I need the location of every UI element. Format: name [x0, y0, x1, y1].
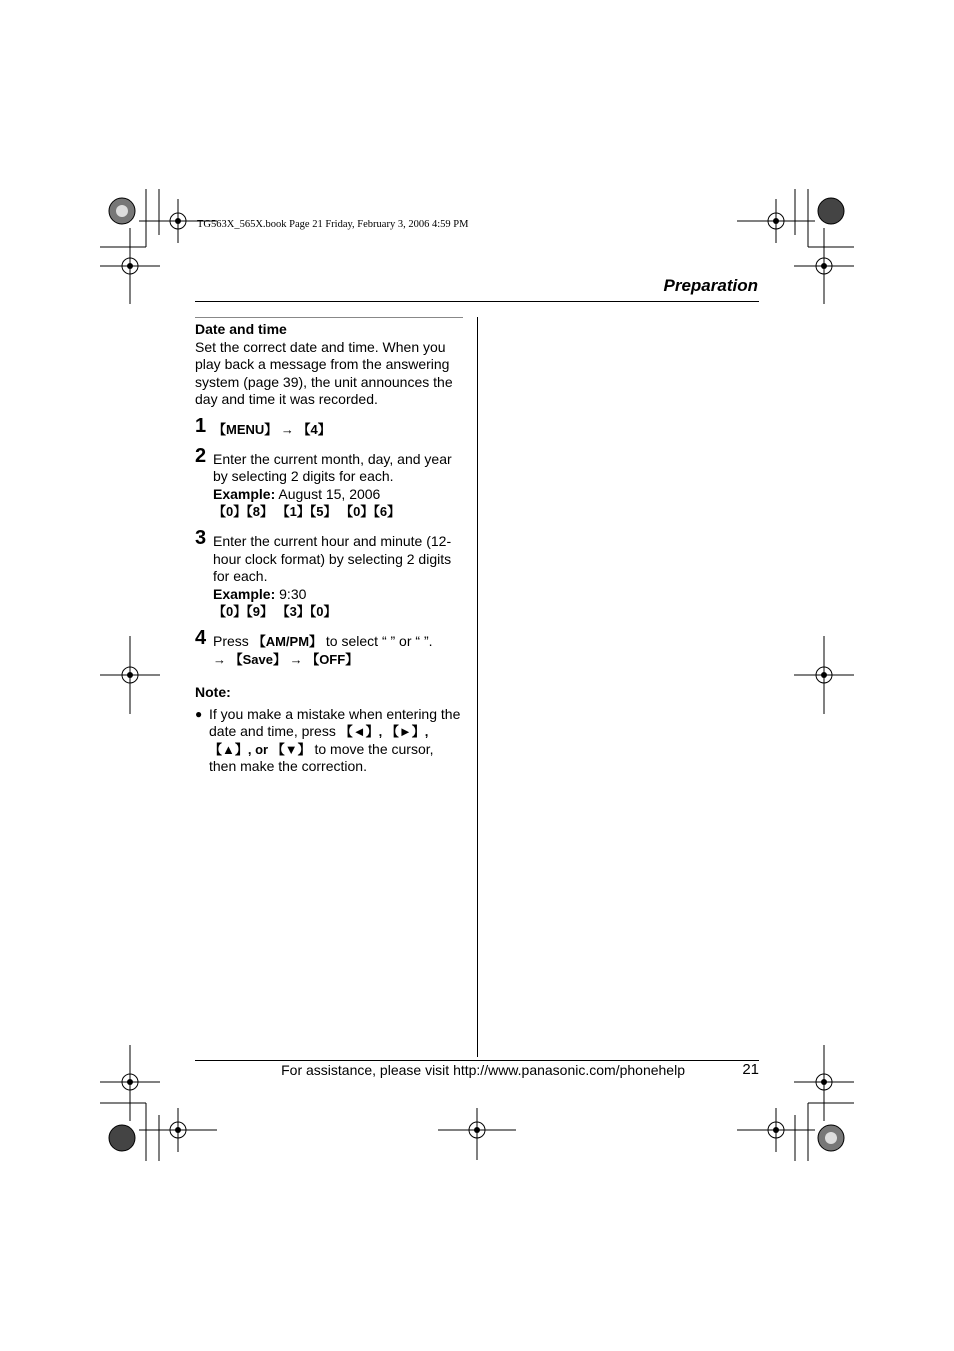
step-number: 2	[195, 444, 207, 467]
note-item	[195, 706, 463, 776]
step-number: 3	[195, 526, 207, 549]
intro-paragraph: Set the correct date and time. When you play back a message from the answering system (page 39), the unit announces the day and time it was recorded.	[195, 338, 453, 408]
step-4	[195, 626, 463, 668]
footer-rule	[195, 1060, 759, 1061]
note-text-b: to move the cursor, then make the correction.	[209, 740, 434, 775]
step-keys: 【0】【9】 【3】【0】	[213, 604, 337, 620]
column-divider	[477, 317, 478, 1057]
step-1	[195, 414, 463, 439]
bullet-icon: ●	[195, 706, 203, 721]
note-heading: Note:	[195, 684, 231, 701]
step-number: 1	[195, 414, 207, 437]
step-example	[213, 486, 463, 504]
column-top-rule	[195, 317, 463, 318]
step-2	[195, 444, 463, 521]
step-number: 4	[195, 626, 207, 649]
step-text: Enter the current month, day, and year by selecting 2 digits for each.	[213, 450, 452, 485]
print-slug: TG563X_565X.book Page 21 Friday, February 3, 2006 4:59 PM	[197, 219, 469, 230]
example-value: 9:30	[275, 585, 307, 602]
step-example	[213, 586, 463, 604]
step-3	[195, 526, 463, 621]
example-value: August 15, 2006	[275, 485, 381, 502]
note-text-a: If you make a mistake when entering the date and time, press	[209, 705, 461, 740]
step-text-a: Press	[213, 632, 253, 649]
arrow-keys: 【◄】, 【►】, 【▲】, or 【▼】	[209, 724, 429, 757]
step-keys: 【MENU】 → 【4】	[213, 421, 331, 437]
footer-assistance-text: For assistance, please visit http://www.panasonic.com/phonehelp	[281, 1062, 685, 1078]
example-label: Example:	[213, 485, 276, 502]
step-keys: 【0】【8】 【1】【5】 【0】【6】	[213, 504, 401, 520]
step-text	[213, 633, 463, 651]
am-pm-key: 【AM/PM】	[252, 633, 323, 649]
page-number: 21	[742, 1061, 759, 1078]
example-label: Example:	[213, 585, 276, 602]
main-column	[195, 320, 463, 776]
section-title: Preparation	[663, 276, 758, 295]
step-text-b: to select “ ” or “ ”.	[322, 632, 433, 649]
section-heading: Date and time	[195, 321, 287, 337]
step-text: Enter the current hour and minute (12-hour clock format) by selecting 2 digits for each.	[213, 532, 452, 585]
header-rule	[195, 301, 759, 302]
step-keys: → 【Save】 → 【OFF】	[213, 651, 359, 667]
